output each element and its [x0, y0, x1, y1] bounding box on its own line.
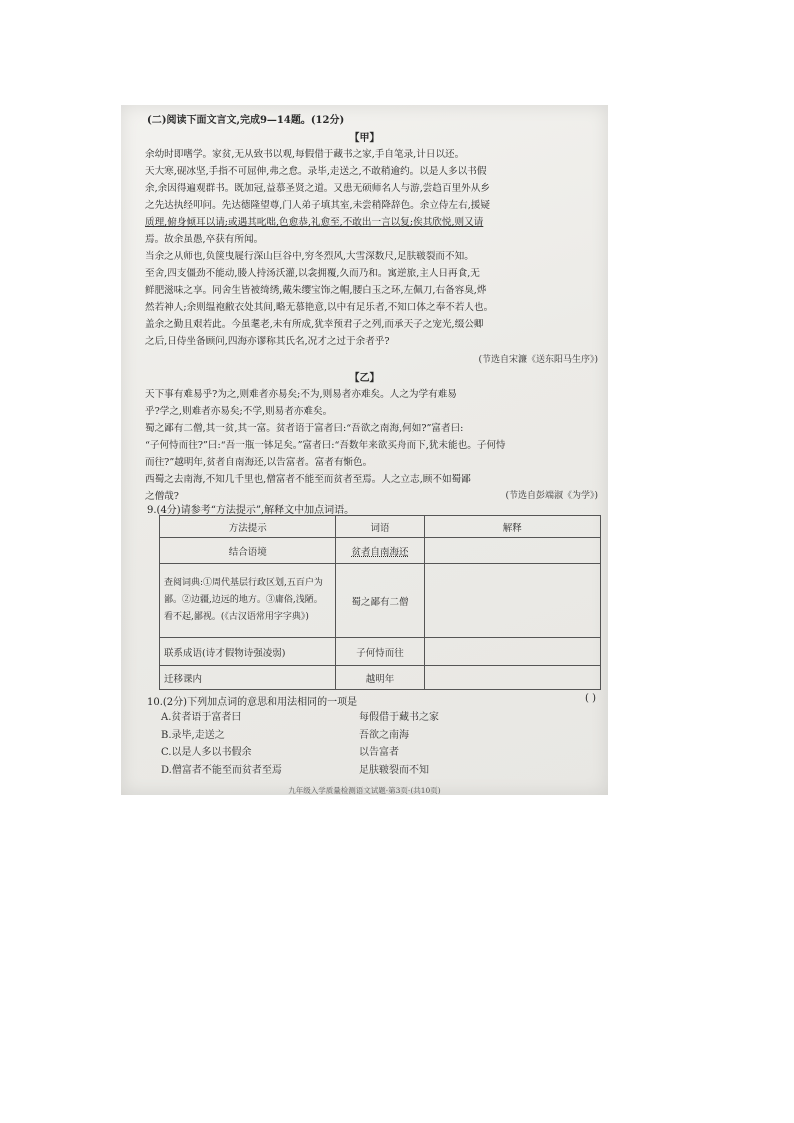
option-a-compare: 每假借于藏书之家 [359, 712, 439, 723]
column-header: 方法提示 [160, 516, 336, 538]
text-line: 然若神人;余则缊袍敝衣处其间,略无慕艳意,以中有足乐者,不知口体之奉不若人也。 [145, 302, 494, 313]
method-cell: 联系成语(诗才假物诗强凌弱) [160, 638, 336, 666]
answer-cell[interactable] [424, 564, 600, 638]
question-10-stem: 10.(2分)下列加点词的意思和用法相同的一项是 [147, 697, 358, 708]
passage-jia [145, 146, 493, 350]
column-header: 词语 [336, 516, 424, 538]
method-cell: 结合语境 [160, 538, 336, 564]
text-line: 之先达执经叩问。先达德隆望尊,门人弟子填其室,未尝稍降辞色。余立侍左右,援疑 [145, 200, 490, 211]
text-line: 鲜肥滋味之享。同舍生皆被绮绣,戴朱缨宝饰之帽,腰白玉之环,左佩刀,右备容臭,烨 [145, 285, 487, 296]
text-line: 盖余之勤且艰若此。今虽耄老,未有所成,犹幸预君子之列,而承天子之宠光,缀公卿 [145, 319, 484, 330]
text-line: 之僧哉? [145, 491, 179, 502]
passage-jia-heading: 【甲】 [349, 133, 380, 144]
question-9-stem: 9.(4分)请参考“方法提示”,解释文中加点词语。 [147, 505, 355, 516]
text-line: 至舍,四支僵劲不能动,媵人持汤沃灌,以衾拥覆,久而乃和。寓逆旅,主人日再食,无 [145, 268, 480, 279]
text-line: 之后,日侍坐备顾问,四海亦谬称其氏名,况才之过于余者乎? [145, 336, 390, 347]
text-line: 乎?学之,则难者亦易矣;不学,则易者亦难矣。 [145, 406, 333, 417]
answer-cell[interactable] [424, 538, 600, 564]
table-row [160, 666, 601, 690]
option-b-compare: 吾欲之南海 [359, 729, 409, 741]
question-10-options-right [359, 709, 439, 779]
passage-jia-source: (节选自宋濂《送东阳马生序》) [478, 355, 598, 365]
answer-cell[interactable] [424, 666, 600, 690]
option-b: B.录毕,走送之 [161, 729, 225, 741]
passage-yi-heading: 【乙】 [349, 373, 380, 384]
column-header: 解释 [424, 516, 600, 538]
table-row [160, 638, 601, 666]
option-c-compare: 以告富者 [359, 747, 399, 758]
text-line: 而往?”越明年,贫者自南海还,以告富者。富者有惭色。 [145, 457, 373, 468]
photographed-exam-page [121, 105, 608, 795]
word-cell: 贫者自南海还 [336, 538, 424, 564]
text-line-underlined: 质理,俯身倾耳以请;或遇其叱咄,色愈恭,礼愈至,不敢出一言以复;俟其欣悦,则又请 [145, 217, 484, 228]
text-line: 焉。故余虽愚,卒获有所闻。 [145, 234, 264, 245]
text-line: 蜀之鄙有二僧,其一贫,其一富。贫者语于富者曰:“吾欲之南海,何如?”富者曰: [145, 423, 464, 434]
option-c: C.以是人多以书假余 [161, 747, 252, 758]
text-line: 天大寒,砚冰坚,手指不可屈伸,弗之怠。录毕,走送之,不敢稍逾约。以是人多以书假 [145, 166, 487, 177]
option-d-compare: 足肤皲裂而不知 [359, 764, 429, 776]
method-cell: 查阅词典:①周代基层行政区划,五百户为鄙。②边疆,边远的地方。③庸俗,浅陋。看不起,鄙视。(《古汉语常用字字典》) [160, 564, 336, 638]
word-cell: 蜀之鄙有二僧 [336, 564, 424, 638]
answer-blank[interactable]: ( ) [585, 693, 596, 704]
word-cell: 子何恃而往 [336, 638, 424, 666]
passage-yi-source: (节选自彭端淑《为学》) [505, 491, 598, 501]
method-cell: 迁移课内 [160, 666, 336, 690]
question-10-options-left [161, 709, 282, 779]
text-line: 当余之从师也,负箧曳屣行深山巨谷中,穷冬烈风,大雪深数尺,足肤皲裂而不知。 [145, 251, 474, 262]
option-a: A.贫者语于富者曰 [161, 712, 242, 723]
table-header-row [160, 516, 601, 538]
word-cell: 越明年 [336, 666, 424, 690]
section-title: (二)阅读下面文言文,完成9—14题。(12分) [147, 115, 345, 126]
text-line: 西蜀之去南海,不知几千里也,僧富者不能至而贫者至焉。人之立志,顾不如蜀鄙 [145, 474, 471, 485]
text-line: 余,余因得遍观群书。既加冠,益慕圣贤之道。又患无硕师名人与游,尝趋百里外从乡 [145, 183, 490, 194]
option-d: D.僧富者不能至而贫者至焉 [161, 764, 282, 776]
question-9-table [159, 515, 601, 690]
text-line: “子何恃而往?”曰:“吾一瓶一钵足矣。”富者曰:“吾数年来欲买舟而下,犹未能也。子何恃 [145, 440, 506, 451]
answer-cell[interactable] [424, 638, 600, 666]
text-line: 天下事有难易乎?为之,则难者亦易矣;不为,则易者亦难矣。人之为学有难易 [145, 389, 457, 400]
text-line: 余幼时即嗜学。家贫,无从致书以观,每假借于藏书之家,手自笔录,计日以还。 [145, 149, 465, 160]
passage-yi [145, 386, 506, 505]
table-row [160, 538, 601, 564]
page-footer: 九年级入学质量检测语文试题·第3页·(共10页) [288, 786, 441, 795]
table-row [160, 564, 601, 638]
